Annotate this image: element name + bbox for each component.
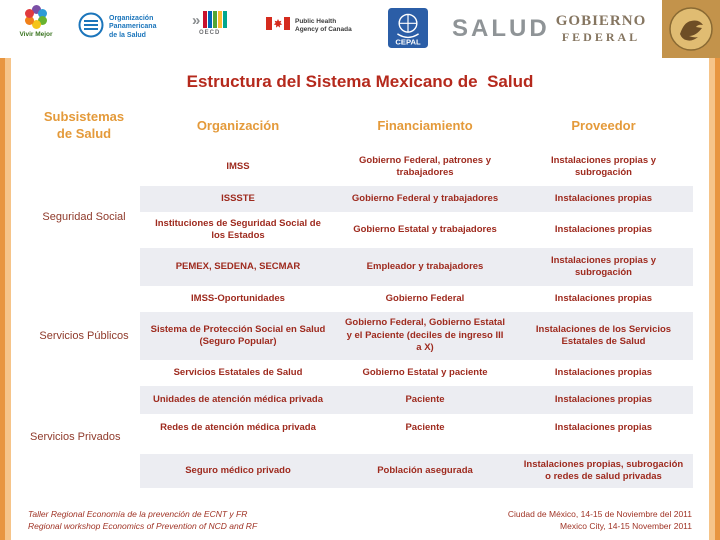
cell-proveedor: Instalaciones propias y subrogación [514,248,693,286]
vivir-mejor-logo [8,5,64,38]
paho-line1: Organización [109,14,154,22]
footer-right [508,509,692,533]
footer-right-line2: Mexico City, 14-15 November 2011 [560,521,692,532]
cell-proveedor: Instalaciones propias, subrogación o redes de salud privadas [514,454,693,488]
cell-proveedor: Instalaciones propias [514,186,693,212]
cell-financiamiento: Gobierno Federal [385,292,465,304]
vivir-mejor-flower-icon [24,5,48,29]
cell-financiamiento: Gobierno Federal, Gobierno Estatal y el Paciente (deciles de ingreso III a X) [336,312,514,360]
cell-organizacion: Redes de atención médica privada [160,421,316,433]
group-label-servicios-privados: Servicios Privados [30,431,121,443]
cell-organizacion: ISSSTE [140,186,336,212]
canada-logo [266,17,352,35]
cell-proveedor: Instalaciones de los Servicios Estatales de Salud [514,312,693,360]
oecd-bar [223,11,227,28]
cell-organizacion: Sistema de Protección Social en Salud (Seguro Popular) [140,312,336,360]
coat-of-arms-icon [662,0,720,58]
canada-line2: Agency of Canada [295,26,352,33]
cell-financiamiento: Gobierno Estatal y trabajadores [353,223,497,235]
oecd-bar [218,11,222,28]
cell-financiamiento: Población asegurada [336,454,514,488]
paho-line2: Panamericana [109,23,157,31]
cell-organizacion: Seguro médico privado [140,454,336,488]
cell-organizacion: PEMEX, SEDENA, SECMAR [140,248,336,286]
oecd-label: OECD [199,30,221,36]
left-accent-bar [0,58,11,540]
un-emblem-icon [388,35,428,52]
oecd-logo [192,11,227,36]
cell-proveedor: Instalaciones propias [554,421,653,433]
logo-bar [0,0,720,58]
cell-proveedor: Instalaciones propias [554,223,653,235]
oecd-bar [203,11,207,28]
chevron-icon: » [192,12,201,29]
paho-label [109,15,156,40]
cell-organizacion: Servicios Estatales de Salud [173,366,303,378]
canada-label [295,18,352,35]
cell-financiamiento: Gobierno Federal y trabajadores [336,186,514,212]
footer-left-line1: Taller Regional Economía de la prevención de ECNT y FR [28,509,248,520]
canada-flag-icon [266,17,290,35]
cell-organizacion: IMSS [226,160,250,172]
cell-proveedor: Instalaciones propias [514,386,693,414]
group-label-seguridad-social: Seguridad Social [42,211,126,223]
cell-proveedor: Instalaciones propias [554,292,653,304]
page-title: Estructura del Sistema Mexicano de Salud [186,72,534,91]
column-header-financiamiento: Financiamiento [377,117,473,133]
footer [28,509,692,533]
footer-left [28,509,257,533]
vivir-mejor-label: Vivir Mejor [19,31,53,38]
cell-organizacion: Unidades de atención médica privada [140,386,336,414]
column-header-proveedor: Proveedor [571,117,636,133]
paho-line3: de la Salud [109,31,146,39]
cell-financiamiento: Empleador y trabajadores [336,248,514,286]
group-label-servicios-publicos: Servicios Públicos [39,330,129,342]
cell-financiamiento: Paciente [405,421,445,433]
footer-left-line2: Regional workshop Economics of Prevention of NCD and RF [28,521,258,532]
cell-organizacion: Instituciones de Seguridad Social de los Estados [155,217,321,241]
oecd-bar [208,11,212,28]
cell-organizacion: IMSS-Oportunidades [191,292,285,304]
canada-line1: Public Health [295,17,337,25]
salud-label: SALUD [452,15,550,42]
right-accent-bar [709,58,720,540]
cell-proveedor: Instalaciones propias [554,366,653,378]
cell-financiamiento: Gobierno Federal, patrones y trabajadores [359,154,491,178]
column-header-subsistemas: Subsistemas de Salud [43,109,125,141]
cell-financiamiento: Gobierno Estatal y paciente [362,366,488,378]
column-header-organizacion: Organización [196,117,280,133]
gobierno-federal-logo [550,13,652,45]
oecd-bars-icon [192,11,227,28]
salud-logo [452,15,550,43]
cepal-logo [388,8,428,53]
cell-proveedor: Instalaciones propias y subrogación [550,154,657,178]
oecd-bar [213,11,217,28]
footer-right-line1: Ciudad de México, 14-15 de Noviembre del 2011 [507,509,692,520]
gobierno-line2: FEDERAL [561,30,641,44]
flower-petal [25,9,34,18]
paho-emblem-icon [78,12,104,43]
health-system-table [28,104,693,488]
cepal-label: CEPAL [395,37,421,47]
paho-logo [78,12,156,43]
cell-financiamiento: Paciente [336,386,514,414]
gobierno-line1: GOBIERNO [555,13,647,29]
